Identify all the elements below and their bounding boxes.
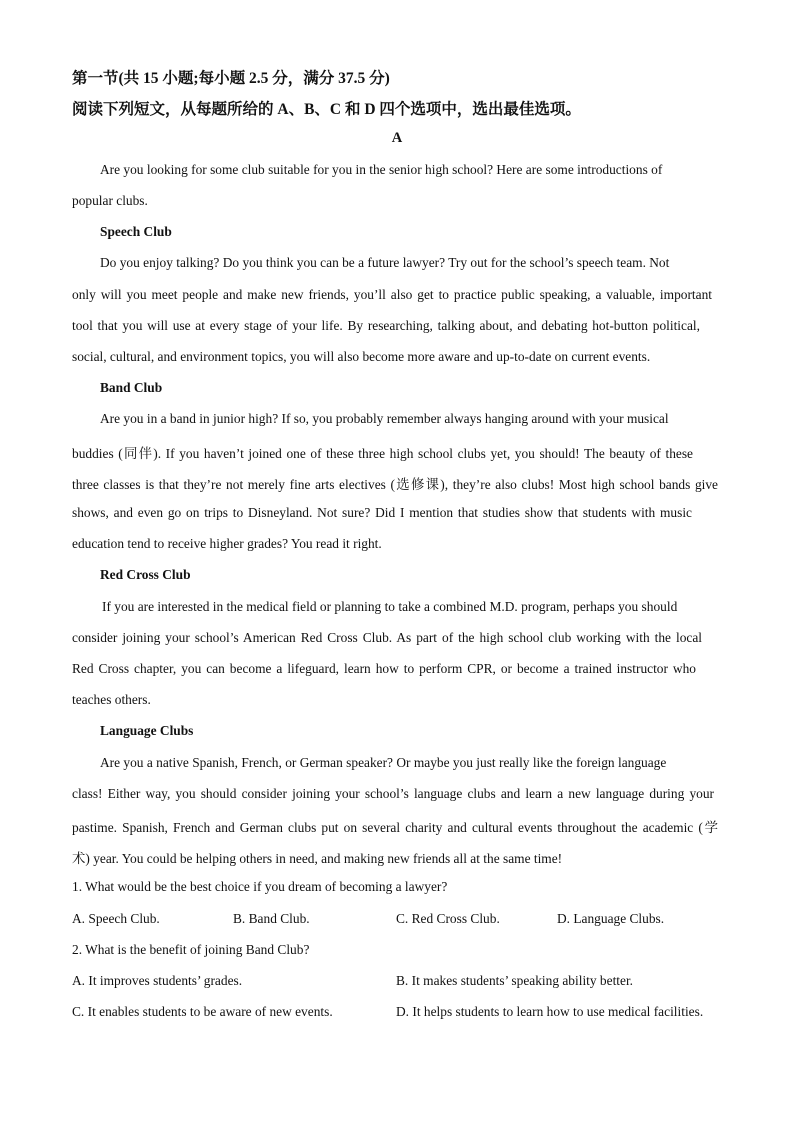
paragraph-line: only will you meet people and make new friends, you’ll also get to practice public speaking, a valuable, important [72, 287, 712, 302]
question-2-option-b: B. It makes students’ speaking ability better. [396, 973, 634, 988]
paragraph-line: Red Cross chapter, you can become a lifeguard, learn how to perform CPR, or become a trained instructor who [72, 661, 696, 676]
paragraph-line: If you are interested in the medical field or planning to take a combined M.D. program, perhaps you should [102, 599, 678, 614]
paragraph-line: class! Either way, you should consider joining your school’s language clubs and learn a new language during your [72, 786, 714, 801]
question-1-option-b: B. Band Club. [233, 911, 310, 926]
paragraph-line: consider joining your school’s American Red Cross Club. As part of the high school club working with the local [72, 630, 702, 645]
passage-label: A [391, 130, 403, 146]
club-heading-red-cross: Red Cross Club [100, 567, 191, 582]
paragraph-line: social, cultural, and environment topics, you will also become more aware and up-to-date on current events. [72, 349, 651, 364]
section-header: 第一节(共 15 小题;每小题 2.5 分，满分 37.5 分) [72, 70, 390, 87]
club-heading-speech: Speech Club [100, 224, 172, 239]
instructions: 阅读下列短文，从每题所给的 A、B、C 和 D 四个选项中，选出最佳选项。 [72, 101, 581, 118]
paragraph-line: teaches others. [72, 692, 151, 707]
intro-line: popular clubs. [72, 193, 148, 208]
question-2-option-c: C. It enables students to be aware of new events. [72, 1004, 333, 1019]
paragraph-line: three classes is that they’re not merely fine arts electives (选修课), they’re also clubs! Most high school bands give [72, 477, 718, 492]
paragraph-line: tool that you will use at every stage of your life. By researching, talking about, and debating hot-button political, [72, 318, 700, 333]
paragraph-line: 术) year. You could be helping others in need, and making new friends all at the same time! [72, 851, 563, 866]
paragraph-line: Are you in a band in junior high? If so, you probably remember always hanging around with your musical [100, 411, 669, 426]
question-2-option-d: D. It helps students to learn how to use medical facilities. [396, 1004, 704, 1019]
question-2-stem: 2. What is the benefit of joining Band Club? [72, 942, 310, 957]
question-1-stem: 1. What would be the best choice if you dream of becoming a lawyer? [72, 879, 448, 894]
club-heading-band: Band Club [100, 380, 163, 395]
paragraph-line: Are you a native Spanish, French, or German speaker? Or maybe you just really like the foreign language [100, 755, 667, 770]
question-1-option-c: C. Red Cross Club. [396, 911, 500, 926]
paragraph-line: education tend to receive higher grades? You read it right. [72, 536, 382, 551]
paragraph-line: buddies (同伴). If you haven’t joined one of these three high school clubs yet, you should! The beauty of these [72, 446, 693, 461]
paragraph-line: shows, and even go on trips to Disneyland. Not sure? Did I mention that studies show that students with music [72, 505, 692, 520]
club-heading-language: Language Clubs [100, 723, 194, 738]
intro-line: Are you looking for some club suitable for you in the senior high school? Here are some introductions of [100, 162, 663, 177]
question-1-option-a: A. Speech Club. [72, 911, 160, 926]
question-2-option-a: A. It improves students’ grades. [72, 973, 243, 988]
paragraph-line: Do you enjoy talking? Do you think you can be a future lawyer? Try out for the school’s speech team. Not [100, 255, 670, 270]
question-1-option-d: D. Language Clubs. [557, 911, 665, 926]
paragraph-line: pastime. Spanish, French and German clubs put on several charity and cultural events throughout the academic (学 [72, 820, 718, 835]
